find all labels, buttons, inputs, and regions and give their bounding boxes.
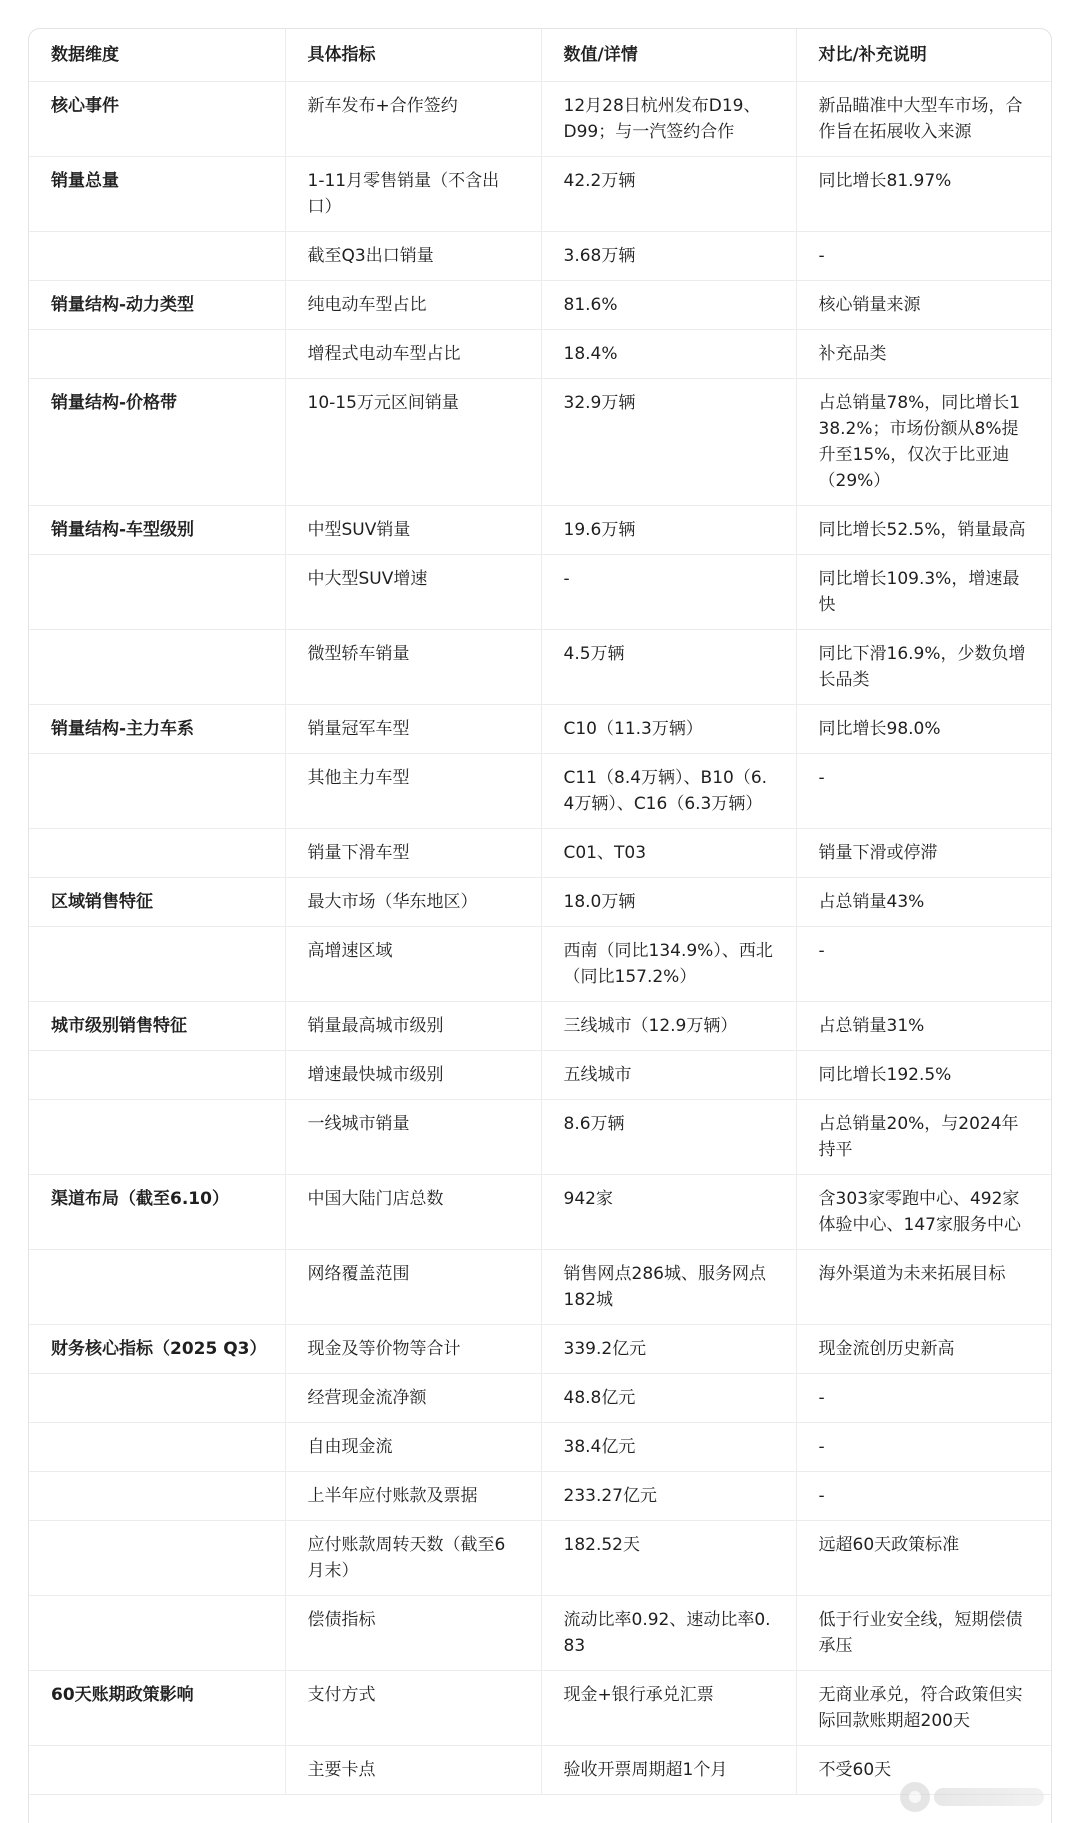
table-row [29, 82, 1051, 157]
row-value: 验收开票周期超1个月 [541, 1746, 796, 1795]
table-row [29, 555, 1051, 630]
table-row [29, 1671, 1051, 1746]
row-note: 核心销量来源 [796, 281, 1051, 330]
table-row [29, 630, 1051, 705]
row-metric: 最大市场（华东地区） [285, 878, 541, 927]
row-metric: 微型轿车销量 [285, 630, 541, 705]
row-metric: 中大型SUV增速 [285, 555, 541, 630]
row-dimension: 销量总量 [29, 157, 285, 232]
row-note: 占总销量20%，与2024年持平 [796, 1100, 1051, 1175]
table-row [29, 1596, 1051, 1671]
data-table-card [28, 28, 1052, 1823]
row-note: 占总销量78%，同比增长138.2%；市场份额从8%提升至15%，仅次于比亚迪（29%） [796, 379, 1051, 506]
table-row [29, 1746, 1051, 1795]
row-value: 12月28日杭州发布D19、D99；与一汽签约合作 [541, 82, 796, 157]
table-row [29, 281, 1051, 330]
row-metric: 10-15万元区间销量 [285, 379, 541, 506]
row-metric: 增速最快城市级别 [285, 1051, 541, 1100]
row-note: - [796, 232, 1051, 281]
row-metric: 增程式电动车型占比 [285, 330, 541, 379]
row-metric: 经营现金流净额 [285, 1374, 541, 1423]
row-metric: 支付方式 [285, 1671, 541, 1746]
row-dimension [29, 1374, 285, 1423]
row-metric: 中国大陆门店总数 [285, 1175, 541, 1250]
row-value: C01、T03 [541, 829, 796, 878]
row-dimension: 城市级别销售特征 [29, 1002, 285, 1051]
table-row [29, 1472, 1051, 1521]
row-value: C10（11.3万辆） [541, 705, 796, 754]
header-value: 数值/详情 [541, 29, 796, 82]
row-metric: 主要卡点 [285, 1746, 541, 1795]
row-metric: 中型SUV销量 [285, 506, 541, 555]
row-dimension [29, 1423, 285, 1472]
table-row [29, 1002, 1051, 1051]
row-value: 48.8亿元 [541, 1374, 796, 1423]
row-dimension [29, 1472, 285, 1521]
watermark [900, 1778, 1044, 1816]
row-note: 同比下滑16.9%，少数负增长品类 [796, 630, 1051, 705]
header-dimension: 数据维度 [29, 29, 285, 82]
row-metric: 销量冠军车型 [285, 705, 541, 754]
row-value: 233.27亿元 [541, 1472, 796, 1521]
row-note: 同比增长98.0% [796, 705, 1051, 754]
row-value: 18.4% [541, 330, 796, 379]
row-value: 8.6万辆 [541, 1100, 796, 1175]
row-note: 同比增长81.97% [796, 157, 1051, 232]
row-value: 18.0万辆 [541, 878, 796, 927]
row-value: 流动比率0.92、速动比率0.83 [541, 1596, 796, 1671]
row-dimension [29, 1100, 285, 1175]
table-row [29, 754, 1051, 829]
table-row [29, 705, 1051, 754]
row-dimension [29, 754, 285, 829]
row-metric: 一线城市销量 [285, 1100, 541, 1175]
row-metric: 其他主力车型 [285, 754, 541, 829]
row-dimension [29, 1521, 285, 1596]
table-row [29, 1374, 1051, 1423]
row-dimension: 核心事件 [29, 82, 285, 157]
row-note: 海外渠道为未来拓展目标 [796, 1250, 1051, 1325]
row-note: - [796, 1423, 1051, 1472]
row-note: 新品瞄准中大型车市场，合作旨在拓展收入来源 [796, 82, 1051, 157]
row-note: 远超60天政策标准 [796, 1521, 1051, 1596]
table-row [29, 1521, 1051, 1596]
table-row [29, 1423, 1051, 1472]
row-value: 42.2万辆 [541, 157, 796, 232]
row-metric: 销量最高城市级别 [285, 1002, 541, 1051]
header-note: 对比/补充说明 [796, 29, 1051, 82]
row-note: - [796, 1374, 1051, 1423]
row-dimension [29, 1746, 285, 1795]
row-value: 销售网点286城、服务网点182城 [541, 1250, 796, 1325]
row-value: 38.4亿元 [541, 1423, 796, 1472]
table-row [29, 330, 1051, 379]
row-dimension [29, 232, 285, 281]
row-value: 942家 [541, 1175, 796, 1250]
row-value: 三线城市（12.9万辆） [541, 1002, 796, 1051]
row-note: - [796, 927, 1051, 1002]
row-value: 现金+银行承兑汇票 [541, 1671, 796, 1746]
table-row [29, 1100, 1051, 1175]
row-note: 同比增长109.3%，增速最快 [796, 555, 1051, 630]
table-row [29, 927, 1051, 1002]
row-metric: 上半年应付账款及票据 [285, 1472, 541, 1521]
row-note: 含303家零跑中心、492家体验中心、147家服务中心 [796, 1175, 1051, 1250]
row-metric: 高增速区域 [285, 927, 541, 1002]
table-row [29, 157, 1051, 232]
row-metric: 偿债指标 [285, 1596, 541, 1671]
row-dimension: 财务核心指标（2025 Q3） [29, 1325, 285, 1374]
row-metric: 新车发布+合作签约 [285, 82, 541, 157]
row-dimension [29, 330, 285, 379]
row-metric: 1-11月零售销量（不含出口） [285, 157, 541, 232]
table-row [29, 379, 1051, 506]
row-metric: 网络覆盖范围 [285, 1250, 541, 1325]
row-note: 低于行业安全线，短期偿债承压 [796, 1596, 1051, 1671]
row-metric: 自由现金流 [285, 1423, 541, 1472]
row-note: 补充品类 [796, 330, 1051, 379]
row-value: 西南（同比134.9%）、西北（同比157.2%） [541, 927, 796, 1002]
row-value: 19.6万辆 [541, 506, 796, 555]
row-dimension: 销量结构-价格带 [29, 379, 285, 506]
row-dimension [29, 630, 285, 705]
row-note: 销量下滑或停滞 [796, 829, 1051, 878]
row-value: C11（8.4万辆）、B10（6.4万辆）、C16（6.3万辆） [541, 754, 796, 829]
row-note: - [796, 1472, 1051, 1521]
weibo-logo-icon [900, 1782, 930, 1812]
row-note: 占总销量43% [796, 878, 1051, 927]
row-note: - [796, 754, 1051, 829]
row-dimension [29, 555, 285, 630]
row-note: 同比增长192.5% [796, 1051, 1051, 1100]
data-table [29, 29, 1051, 1795]
row-metric: 截至Q3出口销量 [285, 232, 541, 281]
row-dimension [29, 1250, 285, 1325]
table-row [29, 878, 1051, 927]
row-metric: 纯电动车型占比 [285, 281, 541, 330]
table-row [29, 829, 1051, 878]
row-value: 81.6% [541, 281, 796, 330]
row-dimension [29, 1596, 285, 1671]
table-body [29, 82, 1051, 1795]
row-metric: 应付账款周转天数（截至6月末） [285, 1521, 541, 1596]
row-value: 339.2亿元 [541, 1325, 796, 1374]
row-dimension [29, 1051, 285, 1100]
row-note: 无商业承兑，符合政策但实际回款账期超200天 [796, 1671, 1051, 1746]
row-dimension: 销量结构-车型级别 [29, 506, 285, 555]
row-value: 182.52天 [541, 1521, 796, 1596]
table-row [29, 232, 1051, 281]
row-value: 3.68万辆 [541, 232, 796, 281]
row-value: - [541, 555, 796, 630]
table-row [29, 1325, 1051, 1374]
row-dimension: 销量结构-主力车系 [29, 705, 285, 754]
row-dimension: 销量结构-动力类型 [29, 281, 285, 330]
row-dimension: 区域销售特征 [29, 878, 285, 927]
row-metric: 现金及等价物等合计 [285, 1325, 541, 1374]
row-value: 32.9万辆 [541, 379, 796, 506]
row-note: 同比增长52.5%，销量最高 [796, 506, 1051, 555]
row-note: 占总销量31% [796, 1002, 1051, 1051]
table-row [29, 1051, 1051, 1100]
row-note: 不受60天 [796, 1746, 1051, 1795]
table-row [29, 506, 1051, 555]
table-row [29, 1250, 1051, 1325]
row-dimension [29, 829, 285, 878]
watermark-username-blur [934, 1788, 1044, 1806]
row-dimension: 60天账期政策影响 [29, 1671, 285, 1746]
table-row [29, 1175, 1051, 1250]
row-value: 五线城市 [541, 1051, 796, 1100]
table-header-row [29, 29, 1051, 82]
row-note: 现金流创历史新高 [796, 1325, 1051, 1374]
header-metric: 具体指标 [285, 29, 541, 82]
row-dimension [29, 927, 285, 1002]
row-dimension: 渠道布局（截至6.10） [29, 1175, 285, 1250]
row-value: 4.5万辆 [541, 630, 796, 705]
row-metric: 销量下滑车型 [285, 829, 541, 878]
